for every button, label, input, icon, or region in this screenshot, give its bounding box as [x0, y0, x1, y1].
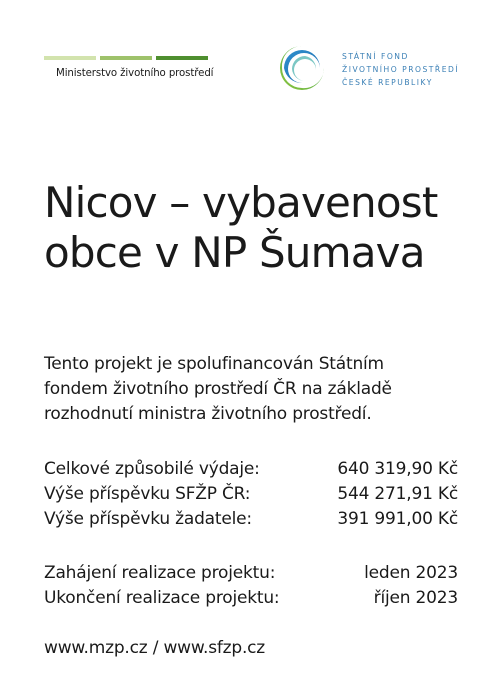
funding-statement	[44, 352, 464, 427]
date-label: Zahájení realizace projektu:	[44, 563, 276, 583]
ministry-logo	[44, 56, 214, 86]
date-row	[44, 586, 458, 611]
financial-label: Výše příspěvku žadatele:	[44, 509, 252, 529]
financial-value: 640 319,90 Kč	[337, 459, 458, 479]
financial-label: Celkové způsobilé výdaje:	[44, 459, 260, 479]
ministry-logo-bar-medium	[100, 56, 152, 60]
sfzp-name-line: ŽIVOTNÍHO PROSTŘEDÍ	[342, 65, 460, 74]
date-row	[44, 561, 458, 586]
sfzp-swirl-emblem-icon	[278, 44, 326, 92]
funding-statement-line: rozhodnutí ministra životního prostředí.	[44, 404, 372, 424]
ministry-logo-bars	[44, 56, 208, 60]
sfzp-name	[342, 50, 459, 89]
funding-statement-line: Tento projekt je spolufinancován Státním	[44, 354, 384, 374]
date-label: Ukončení realizace projektu:	[44, 588, 280, 608]
financial-value: 544 271,91 Kč	[337, 484, 458, 504]
financial-row	[44, 457, 458, 482]
sfzp-name-line: STÁTNÍ FOND	[342, 52, 409, 61]
financial-value: 391 991,00 Kč	[337, 509, 458, 529]
websites: www.mzp.cz / www.sfzp.cz	[44, 638, 266, 658]
project-title-line: obce v NP Šumava	[44, 228, 425, 277]
date-value: říjen 2023	[373, 588, 458, 608]
financial-label: Výše příspěvku SFŽP ČR:	[44, 484, 251, 504]
project-title-line: Nicov – vybavenost	[44, 178, 438, 227]
date-value: leden 2023	[364, 563, 458, 583]
financial-row	[44, 482, 458, 507]
sfzp-logo	[278, 44, 468, 94]
ministry-logo-bar-dark	[156, 56, 208, 60]
ministry-name: Ministerstvo životního prostředí	[56, 68, 214, 79]
ministry-logo-bar-light	[44, 56, 96, 60]
sfzp-name-line: ČESKÉ REPUBLIKY	[342, 78, 433, 87]
project-dates	[44, 561, 458, 611]
funding-statement-line: fondem životního prostředí ČR na základě	[44, 379, 392, 399]
financial-summary	[44, 457, 458, 532]
financial-row	[44, 507, 458, 532]
project-title	[44, 178, 438, 278]
